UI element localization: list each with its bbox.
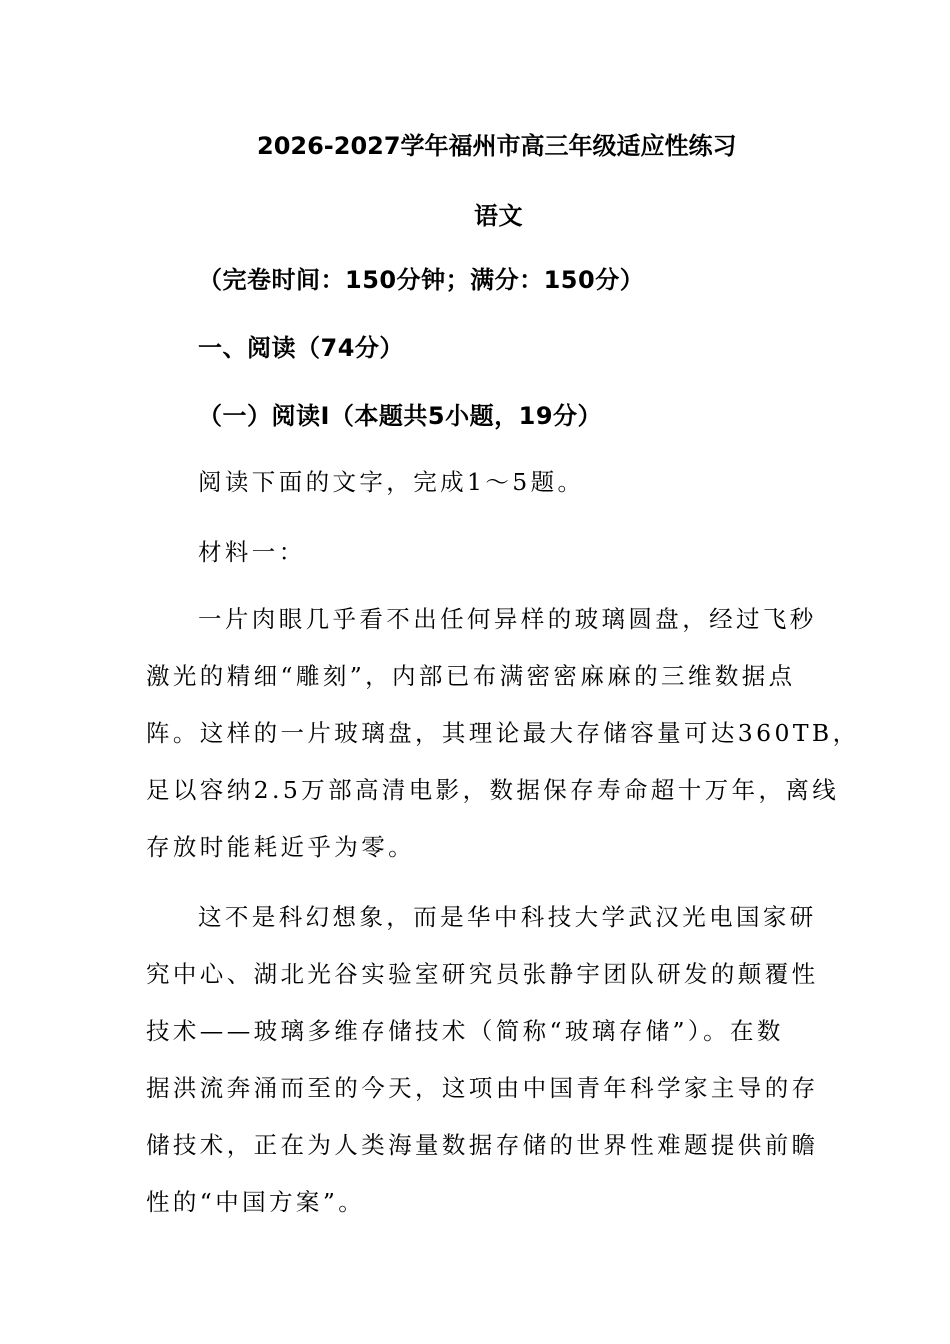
exam-info: （完卷时间：150分钟；满分：150分） [198,266,645,294]
subject-heading: 语文 [474,202,523,230]
paragraph-2-line: 技术——玻璃多维存储技术（简称“玻璃存储”）。在数 [146,1017,784,1045]
material-label: 材料一： [198,538,306,566]
section-heading-reading: 一、阅读（74分） [198,334,404,362]
paragraph-2-line: 储技术，正在为人类海量数据存储的世界性难题提供前瞻 [146,1131,819,1159]
reading-instruction: 阅读下面的文字，完成1～5题。 [198,468,585,496]
paragraph-2-line: 据洪流奔涌而至的今天，这项由中国青年科学家主导的存 [146,1074,819,1102]
paragraph-2-line: 性的“中国方案”。 [146,1188,366,1216]
paragraph-1-line: 存放时能耗近乎为零。 [146,833,415,861]
document-title: 2026-2027学年福州市高三年级适应性练习 [257,132,737,160]
paragraph-2-line: 这不是科幻想象，而是华中科技大学武汉光电国家研 [198,903,817,931]
paragraph-1-line: 阵。这样的一片玻璃盘，其理论最大存储容量可达360TB， [146,719,860,747]
paragraph-1-line: 足以容纳2.5万部高清电影，数据保存寿命超十万年，离线 [146,776,840,804]
paragraph-1-line: 一片肉眼几乎看不出任何异样的玻璃圆盘，经过飞秒 [198,605,817,633]
paragraph-2-line: 究中心、湖北光谷实验室研究员张静宇团队研发的颠覆性 [146,960,819,988]
subsection-heading-reading-1: （一）阅读Ⅰ（本题共5小题，19分） [198,402,603,430]
paragraph-1-line: 激光的精细“雕刻”，内部已布满密密麻麻的三维数据点 [146,662,796,690]
